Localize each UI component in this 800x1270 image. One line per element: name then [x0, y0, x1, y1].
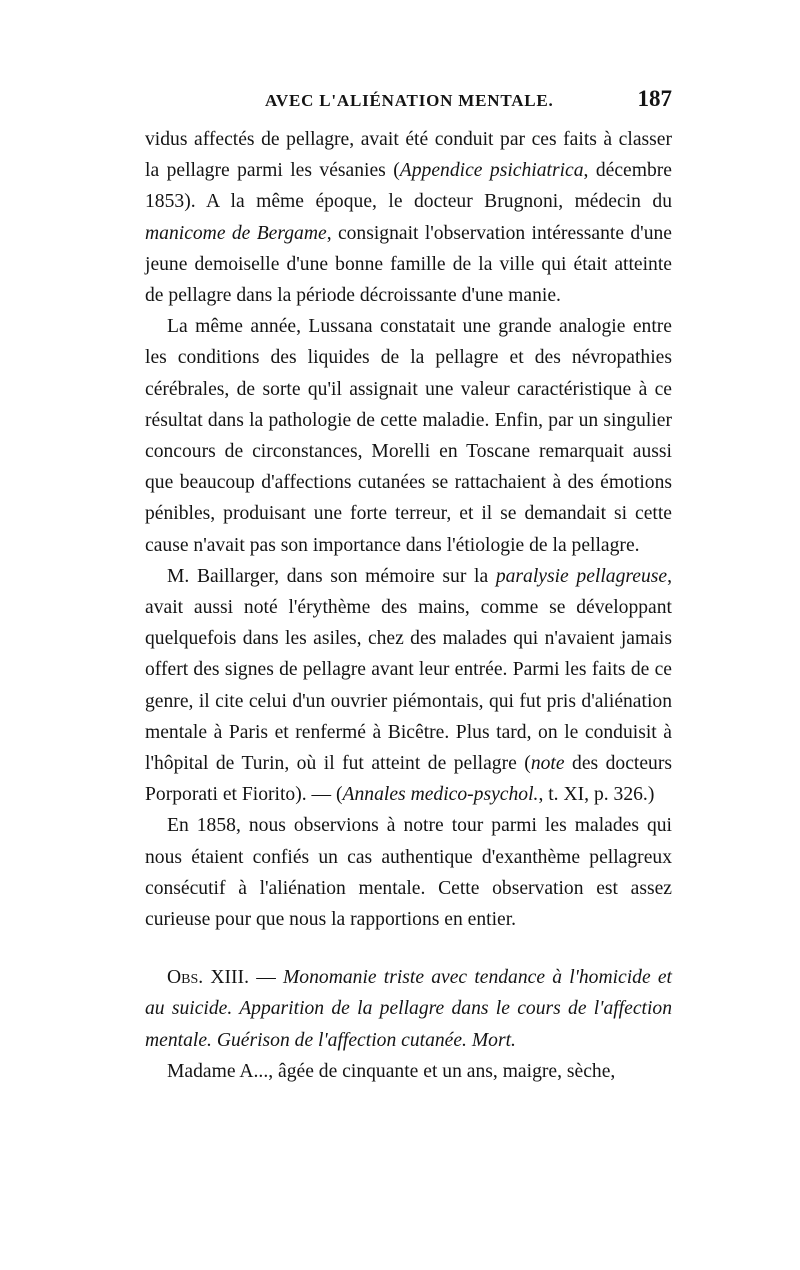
book-page	[145, 86, 672, 1087]
paragraph: Madame A..., âgée de cinquante et un ans, maigre, sèche,	[167, 1060, 616, 1082]
paragraph: La même année, Lussana constatait une grande analogie entre les conditions des liquides de la pellagre et des névropathies cérébrales, de sorte qu'il assignait une valeur caractéristique à ce résultat dans la pathologie de cette maladie. Enfin, par un singulier concours de circonstances, Morelli en Toscane remarquait aussi que beaucoup d'affections cutanées se rattachaient à des émotions pénibles, produisant une forte terreur, et il se demandait si cette cause n'avait pas son importance dans l'étiologie de la pellagre.	[145, 316, 672, 556]
section-gap	[145, 935, 672, 962]
page-number: 187	[637, 86, 672, 111]
page-header	[145, 86, 672, 124]
running-head: AVEC L'ALIÉNATION MENTALE.	[265, 91, 554, 110]
paragraph: M. Baillarger, dans son mémoire sur la paralysie pellagreuse, avait aussi noté l'érythème des mains, comme se développant quelquefois dans les asiles, chez des malades qui n'avaient jamais offert des signes de pellagre avant leur entrée. Parmi les faits de ce genre, il cite celui d'un ouvrier piémontais, qui fut pris d'aliénation mentale à Paris et renfermé à Bicêtre. Plus tard, on le conduisit à l'hôpital de Turin, où il fut atteint de pellagre (note des docteurs Porporati et Fiorito). — (Annales medico-psychol., t. XI, p. 326.)	[145, 565, 672, 806]
paragraph: vidus affectés de pellagre, avait été conduit par ces faits à classer la pellagre parmi les vésanies (Appendice psichiatrica, décembre 1853). A la même époque, le docteur Brugnoni, médecin du manicome de Bergame, consignait l'observation intéressante d'une jeune demoiselle d'une bonne famille de la ville qui était atteinte de pellagre dans la période décroissante d'une manie.	[145, 129, 672, 307]
paragraph: En 1858, nous observions à notre tour parmi les malades qui nous étaient confiés un cas authentique d'exanthème pellagreux consécutif à l'aliénation mentale. Cette observation est assez curieuse pour que nous la rapportions en entier.	[145, 815, 672, 931]
observation-heading: Obs. XIII. — Monomanie triste avec tendance à l'homicide et au suicide. Apparition de la pellagre dans le cours de l'affection mentale. Guérison de l'affection cutanée. Mort.	[145, 967, 673, 1051]
observation-title: Monomanie triste avec tendance à l'homicide et au suicide. Apparition de la pellagre dans le cours de l'affection mentale. Guérison de l'affection cutanée. Mort.	[145, 967, 673, 1051]
observation-label: Obs. XIII.	[167, 967, 249, 989]
